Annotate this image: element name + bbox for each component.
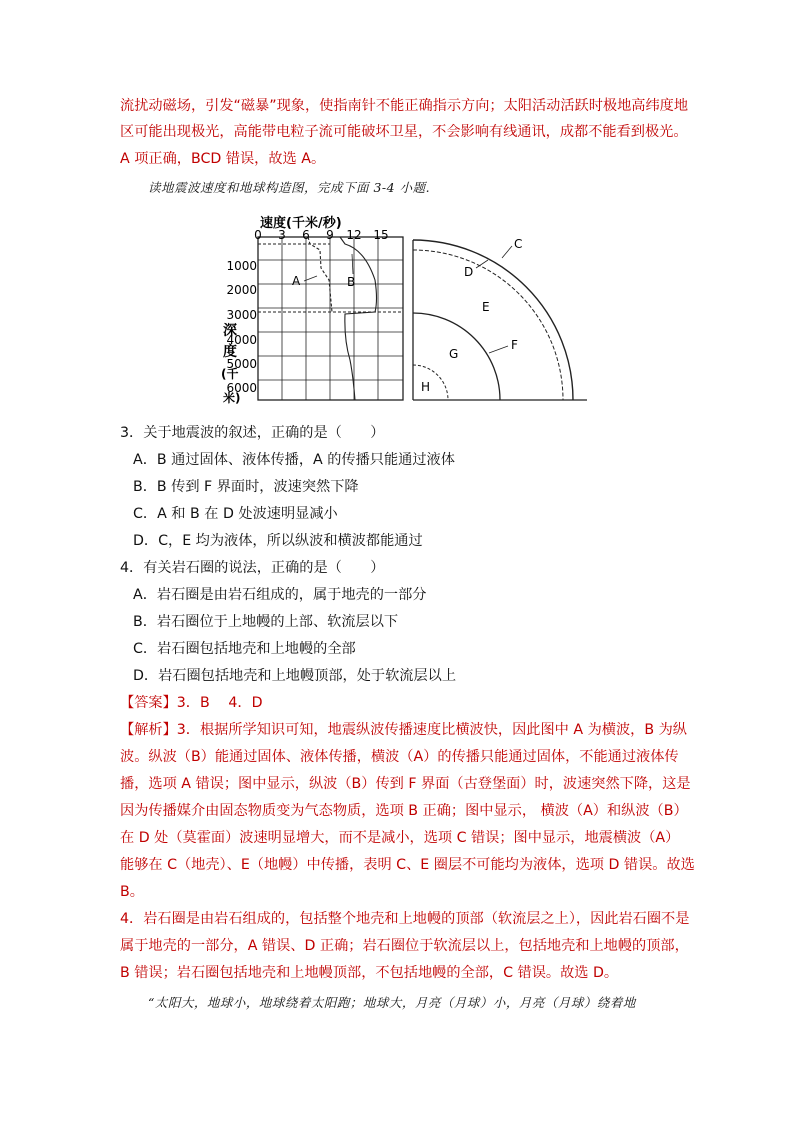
svg-text:米): 米)	[223, 391, 241, 405]
depth-tick: 1000	[226, 259, 257, 273]
question-3-option-d: D．C，E 均为液体，所以纵波和横波都能通过	[133, 533, 423, 549]
depth-tick: 6000	[226, 381, 257, 395]
wave-a-curve	[308, 237, 332, 312]
wave-a-label: A	[292, 274, 301, 288]
svg-text:(千: (千	[221, 367, 239, 381]
analysis-line-5: 在 D 处（莫霍面）波速明显增大，而不是减小，选项 C 错误；图中显示，地震横波（A）	[120, 830, 680, 846]
speed-tick: 0	[254, 228, 262, 242]
question-4-option-b: B．岩石圈位于上地幔的上部、软流层以下	[133, 614, 399, 630]
layer-d-label: D	[464, 265, 474, 279]
analysis-line-10: B 错误；岩石圈包括地壳和上地幔顶部，不包括地幔的全部，C 错误。故选 D。	[120, 965, 619, 981]
analysis-line-8: 4．岩石圈是由岩石组成的，包括整个地壳和上地幔的顶部（软流层之上），因此岩石圈不是	[120, 911, 690, 927]
analysis-line-7: B。	[120, 884, 144, 900]
layer-e-label: E	[482, 300, 490, 314]
wave-b-curve	[340, 237, 377, 400]
analysis-tag: 【解析】	[120, 722, 177, 738]
layer-g-label: G	[449, 347, 459, 361]
speed-tick: 3	[278, 228, 286, 242]
analysis-text: 3．根据所学知识可知，地震纵波传播速度比横波快，因此图中 A 为横波，B 为纵	[176, 722, 687, 738]
layer-h-label: H	[421, 380, 431, 394]
intro-line-1: 流扰动磁场，引发“磁暴”现象，使指南针不能正确指示方向；太阳活动活跃时极地高纬度地	[120, 98, 689, 114]
earth-surface-arc	[413, 240, 573, 400]
question-4-option-c: C．岩石圈包括地壳和上地幔的全部	[133, 641, 356, 657]
depth-tick: 2000	[226, 283, 257, 297]
question-3-stem: 3．关于地震波的叙述，正确的是（ ）	[120, 425, 385, 441]
answer-text: 3．B 4．D	[176, 695, 263, 711]
closing-line: “太阳大，地球小，地球绕着太阳跑；地球大，月亮（月球）小，月亮（月球）绕着地	[148, 995, 636, 1010]
layer-f-label: F	[511, 338, 518, 352]
analysis-line-1	[120, 720, 687, 740]
intro-line-2: 区可能出现极光，高能带电粒子流可能破坏卫星，不会影响有线通讯，成都不能看到极光。	[120, 124, 688, 140]
analysis-line-3: 播，选项 A 错误；图中显示，纵波（B）传到 F 界面（古登堡面）时，波速突然下降，这是	[120, 776, 691, 792]
question-3-option-c: C．A 和 B 在 D 处波速明显减小	[133, 506, 338, 522]
question-3-option-b: B．B 传到 F 界面时，波速突然下降	[133, 479, 359, 495]
analysis-line-6: 能够在 C（地壳）、E（地幔）中传播，表明 C、E 圈层不可能均为液体，选项 D 错误。故选	[120, 857, 695, 873]
wave-b-label: B	[347, 275, 356, 289]
analysis-line-2: 波。纵波（B）能通过固体、液体传播，横波（A）的传播只能通过固体，不能通过液体传	[120, 749, 679, 765]
speed-tick: 15	[373, 228, 389, 242]
seismic-figure	[221, 210, 605, 414]
question-4-stem: 4．有关岩石圈的说法，正确的是（ ）	[120, 560, 385, 576]
answer-tag: 【答案】	[120, 695, 177, 711]
earth-structure	[413, 240, 587, 400]
analysis-line-4: 因为传播媒介由固态物质变为气态物质，选项 B 正确；图中显示， 横波（A）和纵波（B）	[120, 803, 688, 819]
velocity-grid	[258, 237, 403, 400]
moho-arc	[413, 250, 563, 400]
question-4-option-d: D．岩石圈包括地壳和上地幔顶部，处于软流层以上	[133, 668, 457, 684]
speed-tick: 12	[346, 228, 362, 242]
svg-text:深: 深	[223, 323, 237, 339]
speed-axis-title: 速度(千米/秒)	[260, 216, 342, 231]
inner-core-arc	[413, 365, 448, 400]
speed-tick: 6	[302, 228, 310, 242]
answer-line	[120, 693, 263, 713]
intro-line-3: A 项正确，BCD 错误，故选 A。	[120, 151, 326, 167]
layer-c-label: C	[514, 237, 523, 251]
speed-tick: 9	[326, 228, 334, 242]
analysis-line-9: 属于地壳的一部分，A 错误、D 正确；岩石圈位于软流层以上，包括地壳和上地幔的顶部，	[120, 938, 689, 954]
depth-tick: 4000	[226, 333, 257, 347]
seismic-figure-svg	[221, 210, 605, 410]
depth-tick: 5000	[226, 357, 257, 371]
question-3-option-a: A．B 通过固体、液体传播，A 的传播只能通过液体	[133, 452, 455, 468]
question-prompt: 读地震波速度和地球构造图，完成下面 3-4 小题.	[148, 180, 431, 195]
svg-text:度: 度	[223, 344, 237, 360]
question-4-option-a: A．岩石圈是由岩石组成的，属于地壳的一部分	[133, 587, 427, 603]
depth-tick: 3000	[226, 308, 257, 322]
